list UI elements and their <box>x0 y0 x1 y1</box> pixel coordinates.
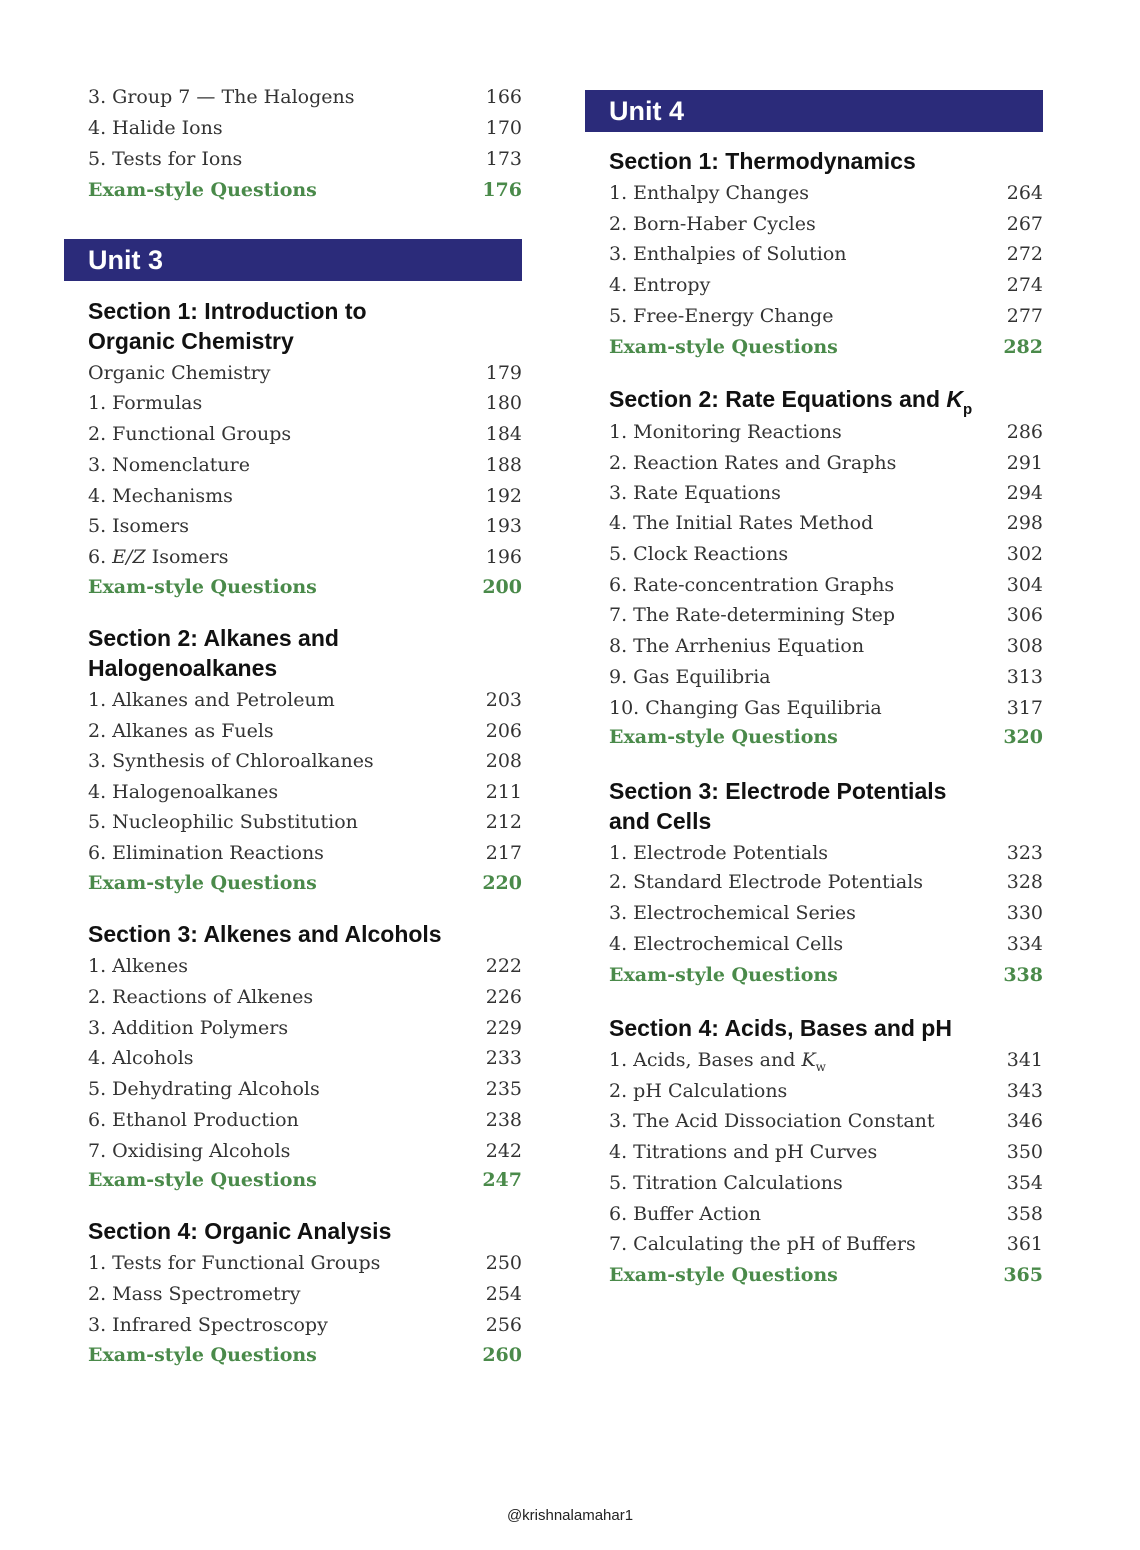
entry-page: 272 <box>1006 243 1043 265</box>
entry-title: 1. Acids, Bases and $K_w$ <box>609 1049 826 1074</box>
toc-entry[interactable] <box>609 631 1043 662</box>
entry-title: 3. Enthalpies of Solution <box>609 243 847 265</box>
toc-entry[interactable] <box>88 1248 522 1279</box>
entry-title: 9. Gas Equilibria <box>609 666 771 688</box>
entry-title: 2. Born-Haber Cycles <box>609 213 816 235</box>
entry-page: 247 <box>482 1169 522 1191</box>
entry-title: 2. Mass Spectrometry <box>88 1283 301 1305</box>
entry-title: 3. Electrochemical Series <box>609 902 856 924</box>
exam-questions-entry[interactable] <box>88 175 522 206</box>
toc-entry[interactable] <box>88 685 522 716</box>
exam-questions-entry[interactable] <box>88 1340 522 1371</box>
entry-title: 7. The Rate-determining Step <box>609 604 896 626</box>
entry-page: 184 <box>485 423 522 445</box>
toc-entry[interactable] <box>609 178 1043 209</box>
entry-page: 277 <box>1006 305 1043 327</box>
entry-page: 235 <box>485 1078 522 1100</box>
entry-page: 220 <box>482 872 522 894</box>
entry-title: 3. Synthesis of Chloroalkanes <box>88 750 374 772</box>
entry-title: 3. Group 7 — The Halogens <box>88 86 355 108</box>
entry-page: 313 <box>1006 666 1043 688</box>
entry-page: 264 <box>1006 182 1043 204</box>
toc-entry[interactable] <box>609 239 1043 270</box>
entry-title: Exam-style Questions <box>88 1169 317 1191</box>
toc-entry[interactable] <box>88 1043 522 1074</box>
entry-page: 323 <box>1006 842 1043 864</box>
entry-title: 1. Formulas <box>88 392 203 414</box>
entry-page: 274 <box>1006 274 1043 296</box>
entry-title: 2. Reaction Rates and Graphs <box>609 452 897 474</box>
toc-entry[interactable] <box>88 716 522 747</box>
entry-title: 6. E/Z Isomers <box>88 546 229 568</box>
entry-title: 4. Halide Ions <box>88 117 223 139</box>
entry-title: 5. Nucleophilic Substitution <box>88 811 358 833</box>
entry-title: 3. Nomenclature <box>88 454 250 476</box>
entry-page: 166 <box>485 86 522 108</box>
section-heading: Section 1: Introduction to Organic Chemistry <box>88 298 367 354</box>
entry-page: 256 <box>485 1314 522 1336</box>
toc-entry[interactable] <box>609 898 1043 929</box>
entry-title: Organic Chemistry <box>88 362 271 384</box>
entry-page: 338 <box>1003 964 1043 986</box>
entry-page: 222 <box>485 955 522 977</box>
entry-page: 238 <box>485 1109 522 1131</box>
exam-questions-entry[interactable] <box>88 1165 522 1196</box>
toc-entry[interactable] <box>88 144 522 175</box>
toc-entry[interactable] <box>609 1106 1043 1137</box>
entry-title: 5. Dehydrating Alcohols <box>88 1078 320 1100</box>
entry-page: 306 <box>1006 604 1043 626</box>
section-heading: Section 4: Acids, Bases and pH <box>609 1015 952 1041</box>
entry-title: 3. The Acid Dissociation Constant <box>609 1110 935 1132</box>
entry-title: 8. The Arrhenius Equation <box>609 635 865 657</box>
toc-entry[interactable] <box>609 1229 1043 1260</box>
entry-title: 1. Enthalpy Changes <box>609 182 809 204</box>
entry-title: 4. Entropy <box>609 274 711 296</box>
unit-3-header: Unit 3 <box>64 239 522 281</box>
entry-title: 2. Reactions of Alkenes <box>88 986 314 1008</box>
toc-entry[interactable] <box>609 301 1043 332</box>
entry-page: 291 <box>1006 452 1043 474</box>
toc-entry[interactable] <box>609 838 1043 869</box>
entry-title: Exam-style Questions <box>609 964 838 986</box>
entry-page: 176 <box>482 179 522 201</box>
entry-page: 298 <box>1006 512 1043 534</box>
section-heading: Section 3: Alkenes and Alcohols <box>88 921 442 947</box>
section-heading: Section 2: Alkanes and Halogenoalkanes <box>88 625 339 681</box>
toc-entry[interactable] <box>609 1168 1043 1199</box>
toc-entry[interactable] <box>609 1045 1043 1076</box>
section-heading: Section 2: Rate Equations and $K_p$ <box>609 386 973 418</box>
entry-page: 286 <box>1006 421 1043 443</box>
entry-title: 7. Calculating the pH of Buffers <box>609 1233 916 1255</box>
entry-title: 6. Buffer Action <box>609 1203 761 1225</box>
entry-title: 3. Infrared Spectroscopy <box>88 1314 328 1336</box>
entry-page: 304 <box>1006 574 1043 596</box>
entry-page: 308 <box>1006 635 1043 657</box>
entry-title: Exam-style Questions <box>88 872 317 894</box>
entry-page: 192 <box>485 485 522 507</box>
entry-page: 302 <box>1006 543 1043 565</box>
toc-entry[interactable] <box>609 662 1043 693</box>
entry-title: 2. pH Calculations <box>609 1080 788 1102</box>
exam-questions-entry[interactable] <box>609 722 1043 753</box>
entry-page: 233 <box>485 1047 522 1069</box>
entry-title: Exam-style Questions <box>609 336 838 358</box>
toc-entry[interactable] <box>88 1013 522 1044</box>
entry-title: 5. Isomers <box>88 515 189 537</box>
entry-page: 254 <box>485 1283 522 1305</box>
toc-entry[interactable] <box>88 388 522 419</box>
toc-entry[interactable] <box>609 478 1043 509</box>
entry-page: 196 <box>485 546 522 568</box>
section-heading: Section 1: Thermodynamics <box>609 148 916 174</box>
entry-page: 180 <box>485 392 522 414</box>
entry-title: 1. Alkanes and Petroleum <box>88 689 335 711</box>
toc-entry[interactable] <box>88 481 522 512</box>
entry-title: 6. Rate-concentration Graphs <box>609 574 895 596</box>
entry-page: 267 <box>1006 213 1043 235</box>
toc-entry[interactable] <box>88 82 522 113</box>
toc-entry[interactable] <box>88 1136 522 1167</box>
toc-entry[interactable] <box>88 1074 522 1105</box>
entry-title: 3. Addition Polymers <box>88 1017 289 1039</box>
entry-page: 179 <box>485 362 522 384</box>
entry-title: 5. Free-Energy Change <box>609 305 834 327</box>
entry-page: 343 <box>1006 1080 1043 1102</box>
toc-entry[interactable] <box>609 1199 1043 1230</box>
toc-entry[interactable] <box>609 209 1043 240</box>
toc-entry[interactable] <box>88 951 522 982</box>
entry-page: 188 <box>485 454 522 476</box>
exam-questions-entry[interactable] <box>88 868 522 899</box>
entry-title: Exam-style Questions <box>88 576 317 598</box>
entry-page: 203 <box>485 689 522 711</box>
section-heading: Section 3: Electrode Potentials and Cells <box>609 778 947 834</box>
entry-title: 2. Standard Electrode Potentials <box>609 871 924 893</box>
entry-title: 4. Mechanisms <box>88 485 233 507</box>
entry-page: 294 <box>1006 482 1043 504</box>
toc-entry[interactable] <box>609 570 1043 601</box>
entry-title: 4. Alcohols <box>88 1047 194 1069</box>
entry-title: 4. Electrochemical Cells <box>609 933 844 955</box>
entry-page: 365 <box>1003 1264 1043 1286</box>
entry-page: 200 <box>482 576 522 598</box>
entry-page: 358 <box>1006 1203 1043 1225</box>
toc-entry[interactable] <box>88 1105 522 1136</box>
entry-page: 354 <box>1006 1172 1043 1194</box>
entry-title: 1. Tests for Functional Groups <box>88 1252 381 1274</box>
entry-page: 346 <box>1006 1110 1043 1132</box>
entry-page: 350 <box>1006 1141 1043 1163</box>
section-heading: Section 4: Organic Analysis <box>88 1218 392 1244</box>
toc-entry[interactable] <box>609 539 1043 570</box>
entry-page: 320 <box>1003 726 1043 748</box>
entry-page: 217 <box>485 842 522 864</box>
exam-questions-entry[interactable] <box>609 1260 1043 1291</box>
toc-entry[interactable] <box>88 511 522 542</box>
entry-title: 1. Alkenes <box>88 955 188 977</box>
toc-entry[interactable] <box>88 777 522 808</box>
entry-page: 193 <box>485 515 522 537</box>
entry-page: 341 <box>1006 1049 1043 1071</box>
exam-questions-entry[interactable] <box>609 332 1043 363</box>
entry-title: 2. Functional Groups <box>88 423 292 445</box>
toc-entry[interactable] <box>88 113 522 144</box>
entry-title: 5. Tests for Ions <box>88 148 243 170</box>
entry-page: 260 <box>482 1344 522 1366</box>
entry-page: 330 <box>1006 902 1043 924</box>
exam-questions-entry[interactable] <box>609 960 1043 991</box>
entry-page: 282 <box>1003 336 1043 358</box>
entry-title: 6. Ethanol Production <box>88 1109 299 1131</box>
entry-title: 2. Alkanes as Fuels <box>88 720 274 742</box>
toc-entry[interactable] <box>609 270 1043 301</box>
entry-page: 212 <box>485 811 522 833</box>
toc-entry[interactable] <box>609 1076 1043 1107</box>
footer-handle: @krishnalamahar1 <box>506 1507 634 1524</box>
entry-page: 334 <box>1006 933 1043 955</box>
toc-entry[interactable] <box>88 1310 522 1341</box>
entry-title: 4. Halogenoalkanes <box>88 781 279 803</box>
toc-entry[interactable] <box>609 1137 1043 1168</box>
toc-entry[interactable] <box>88 982 522 1013</box>
entry-page: 328 <box>1006 871 1043 893</box>
entry-page: 242 <box>485 1140 522 1162</box>
toc-entry[interactable] <box>88 807 522 838</box>
exam-questions-entry[interactable] <box>88 572 522 603</box>
entry-title: 10. Changing Gas Equilibria <box>609 697 882 719</box>
toc-entry[interactable] <box>609 600 1043 631</box>
entry-title: 5. Clock Reactions <box>609 543 789 565</box>
entry-page: 226 <box>485 986 522 1008</box>
toc-entry[interactable] <box>609 417 1043 448</box>
unit-4-header: Unit 4 <box>585 90 1043 132</box>
entry-title: 1. Electrode Potentials <box>609 842 829 864</box>
entry-title: Exam-style Questions <box>88 1344 317 1366</box>
toc-entry[interactable] <box>609 693 1043 724</box>
toc-entry[interactable] <box>88 419 522 450</box>
toc-entry[interactable] <box>88 746 522 777</box>
entry-title: Exam-style Questions <box>609 1264 838 1286</box>
entry-title: 5. Titration Calculations <box>609 1172 843 1194</box>
toc-entry[interactable] <box>88 838 522 869</box>
toc-entry[interactable] <box>88 358 522 389</box>
toc-entry[interactable] <box>88 450 522 481</box>
entry-page: 206 <box>485 720 522 742</box>
entry-page: 250 <box>485 1252 522 1274</box>
entry-title: 6. Elimination Reactions <box>88 842 324 864</box>
entry-page: 229 <box>485 1017 522 1039</box>
entry-page: 317 <box>1006 697 1043 719</box>
entry-title: 7. Oxidising Alcohols <box>88 1140 291 1162</box>
entry-page: 170 <box>485 117 522 139</box>
entry-page: 361 <box>1006 1233 1043 1255</box>
toc-entry[interactable] <box>88 542 522 573</box>
entry-page: 211 <box>485 781 522 803</box>
entry-page: 173 <box>485 148 522 170</box>
toc-entry[interactable] <box>609 448 1043 479</box>
toc-entry[interactable] <box>609 867 1043 898</box>
entry-title: 4. Titrations and pH Curves <box>609 1141 878 1163</box>
entry-title: 4. The Initial Rates Method <box>609 512 874 534</box>
entry-title: Exam-style Questions <box>88 179 317 201</box>
entry-title: 1. Monitoring Reactions <box>609 421 842 443</box>
toc-entry[interactable] <box>609 508 1043 539</box>
toc-entry[interactable] <box>609 929 1043 960</box>
toc-entry[interactable] <box>88 1279 522 1310</box>
entry-page: 208 <box>485 750 522 772</box>
entry-title: 3. Rate Equations <box>609 482 781 504</box>
entry-title: Exam-style Questions <box>609 726 838 748</box>
